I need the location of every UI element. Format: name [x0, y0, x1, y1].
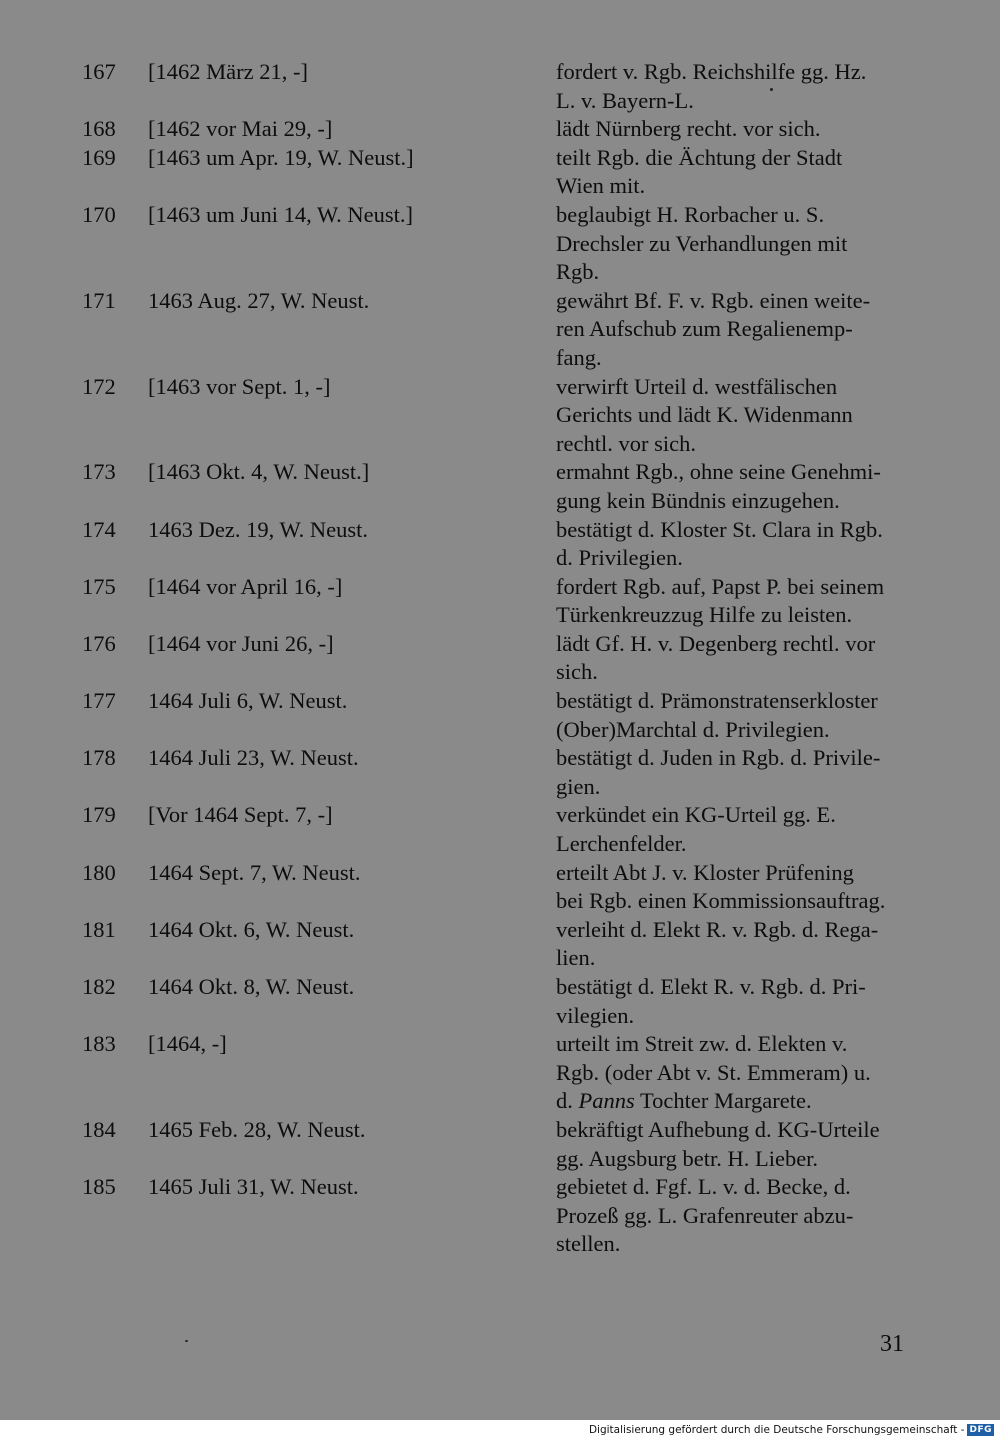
entry-number: 168 [82, 116, 116, 142]
summary-line: bekräftigt Aufhebung d. KG-Urteile [556, 1116, 880, 1142]
entry-summary [556, 1116, 910, 1173]
register-entry [0, 859, 1000, 916]
entry-date: [1463 Okt. 4, W. Neust.] [148, 459, 370, 485]
entry-date: 1464 Okt. 6, W. Neust. [148, 916, 355, 942]
entry-summary [556, 916, 910, 973]
entry-number: 170 [82, 201, 116, 227]
entry-date: [1463 um Juni 14, W. Neust.] [148, 201, 414, 227]
entry-summary [556, 201, 910, 287]
entry-date: [1464 vor Juni 26, -] [148, 630, 334, 656]
summary-line: bestätigt d. Prämonstratenserkloster [556, 688, 878, 714]
summary-line: ermahnt Rgb., ohne seine Genehmi- [556, 459, 881, 485]
register-entry [0, 58, 1000, 115]
summary-line: gg. Augsburg betr. H. Lieber. [556, 1145, 819, 1171]
summary-line: urteilt im Streit zw. d. Elekten v. [556, 1031, 848, 1057]
entry-number: 177 [82, 688, 116, 714]
summary-line: (Ober)Marchtal d. Privilegien. [556, 716, 830, 742]
entry-number: 171 [82, 287, 116, 313]
register-entry [0, 916, 1000, 973]
scan-speck [185, 1340, 188, 1342]
entry-summary [556, 287, 910, 373]
entry-summary [556, 516, 910, 573]
entry-summary [556, 373, 910, 459]
register-entry [0, 1030, 1000, 1116]
summary-line: lädt Gf. H. v. Degenberg rechtl. vor [556, 630, 876, 656]
entry-summary [556, 58, 910, 115]
register-entry [0, 144, 1000, 201]
entry-number: 176 [82, 630, 116, 656]
summary-line: verkündet ein KG-Urteil gg. E. [556, 802, 836, 828]
summary-line: bei Rgb. einen Kommissionsauftrag. [556, 888, 886, 914]
page-number: 31 [880, 1331, 904, 1357]
summary-line: gien. [556, 773, 601, 799]
summary-line: Lerchenfelder. [556, 831, 687, 857]
entry-summary [556, 973, 910, 1030]
entry-summary [556, 1173, 910, 1259]
summary-line: lien. [556, 945, 596, 971]
entry-number: 185 [82, 1174, 116, 1200]
summary-line: Drechsler zu Verhandlungen mit [556, 230, 848, 256]
summary-line: bestätigt d. Juden in Rgb. d. Privile- [556, 745, 881, 771]
summary-line: verwirft Urteil d. westfälischen [556, 373, 838, 399]
entry-number: 184 [82, 1116, 116, 1142]
register-entry [0, 373, 1000, 459]
register-entry [0, 1116, 1000, 1173]
entry-date: 1464 Okt. 8, W. Neust. [148, 974, 355, 999]
entry-number: 180 [82, 859, 116, 885]
entry-date: [1464 vor April 16, -] [148, 573, 343, 599]
entry-summary [556, 630, 910, 687]
scan-speck [770, 88, 773, 91]
summary-line: d. Panns Tochter Margarete. [556, 1088, 812, 1114]
entry-number: 182 [82, 974, 116, 999]
entry-date: 1464 Juli 6, W. Neust. [148, 688, 348, 714]
summary-line: gewährt Bf. F. v. Rgb. einen weite- [556, 287, 871, 313]
summary-line: erteilt Abt J. v. Kloster Prüfening [556, 859, 854, 885]
summary-line: verleiht d. Elekt R. v. Rgb. d. Rega- [556, 916, 879, 942]
entry-date: 1464 Sept. 7, W. Neust. [148, 859, 361, 885]
entry-date: 1463 Aug. 27, W. Neust. [148, 287, 370, 313]
register-entry [0, 458, 1000, 515]
summary-line: fang. [556, 344, 602, 370]
summary-line: lädt Nürnberg recht. vor sich. [556, 116, 821, 142]
entry-date: 1465 Feb. 28, W. Neust. [148, 1116, 366, 1142]
entry-number: 175 [82, 573, 116, 599]
summary-line: teilt Rgb. die Ächtung der Stadt [556, 144, 843, 170]
entry-number: 169 [82, 144, 116, 170]
register-entry [0, 287, 1000, 373]
entry-summary [556, 859, 910, 916]
summary-line: Prozeß gg. L. Grafenreuter abzu- [556, 1202, 854, 1228]
summary-line: bestätigt d. Kloster St. Clara in Rgb. [556, 516, 883, 542]
entry-date: [1463 vor Sept. 1, -] [148, 373, 331, 399]
entry-number: 174 [82, 516, 116, 542]
summary-line: Türkenkreuzzug Hilfe zu leisten. [556, 602, 853, 628]
register-entry [0, 1173, 1000, 1259]
entry-summary [556, 458, 910, 515]
entry-summary [556, 1030, 910, 1116]
summary-line: L. v. Bayern-L. [556, 87, 694, 113]
summary-line: fordert v. Rgb. Reichshilfe gg. Hz. [556, 59, 867, 84]
register-entry [0, 516, 1000, 573]
footer-text: Digitalisierung gefördert durch die Deutsche Forschungsgemeinschaft - [588, 1423, 965, 1436]
entry-number: 172 [82, 373, 116, 399]
entry-number: 181 [82, 916, 116, 942]
summary-line: sich. [556, 659, 598, 685]
entry-date: 1465 Juli 31, W. Neust. [148, 1174, 359, 1200]
register-entry [0, 115, 1000, 144]
register-entry [0, 801, 1000, 858]
digitization-footer [589, 1422, 994, 1437]
entry-summary [556, 687, 910, 744]
summary-line: Rgb. [556, 259, 600, 285]
register-entries [0, 58, 1000, 1259]
summary-line: beglaubigt H. Rorbacher u. S. [556, 201, 825, 227]
summary-line: Wien mit. [556, 173, 646, 199]
entry-number: 183 [82, 1031, 116, 1057]
summary-line: Rgb. (oder Abt v. St. Emmeram) u. [556, 1059, 871, 1085]
summary-line: d. Privilegien. [556, 545, 683, 571]
entry-number: 179 [82, 802, 116, 828]
summary-line: rechtl. vor sich. [556, 430, 696, 456]
entry-number: 167 [82, 59, 116, 84]
entry-number: 178 [82, 745, 116, 771]
summary-line: vilegien. [556, 1002, 635, 1028]
register-entry [0, 630, 1000, 687]
summary-line: bestätigt d. Elekt R. v. Rgb. d. Pri- [556, 974, 866, 999]
entry-summary [556, 144, 910, 201]
summary-line: gung kein Bündnis einzugehen. [556, 487, 840, 513]
register-entry [0, 744, 1000, 801]
dfg-logo: DFG [969, 1424, 992, 1435]
summary-line: stellen. [556, 1231, 621, 1257]
entry-date: [Vor 1464 Sept. 7, -] [148, 802, 333, 828]
entry-summary [556, 801, 910, 858]
entry-summary [556, 115, 910, 144]
entry-date: [1462 März 21, -] [148, 59, 308, 84]
register-entry [0, 973, 1000, 1030]
summary-line: gebietet d. Fgf. L. v. d. Becke, d. [556, 1174, 851, 1200]
entry-date: [1463 um Apr. 19, W. Neust.] [148, 144, 414, 170]
entry-summary [556, 744, 910, 801]
summary-line: ren Aufschub zum Regalienemp- [556, 316, 853, 342]
summary-line: Gerichts und lädt K. Widenmann [556, 402, 853, 428]
entry-date: 1464 Juli 23, W. Neust. [148, 745, 359, 771]
entry-date: [1462 vor Mai 29, -] [148, 116, 333, 142]
summary-line: fordert Rgb. auf, Papst P. bei seinem [556, 573, 885, 599]
entry-summary [556, 573, 910, 630]
entry-number: 173 [82, 459, 116, 485]
register-entry [0, 201, 1000, 287]
register-entry [0, 573, 1000, 630]
entry-date: 1463 Dez. 19, W. Neust. [148, 516, 368, 542]
register-entry [0, 687, 1000, 744]
entry-date: [1464, -] [148, 1031, 227, 1057]
